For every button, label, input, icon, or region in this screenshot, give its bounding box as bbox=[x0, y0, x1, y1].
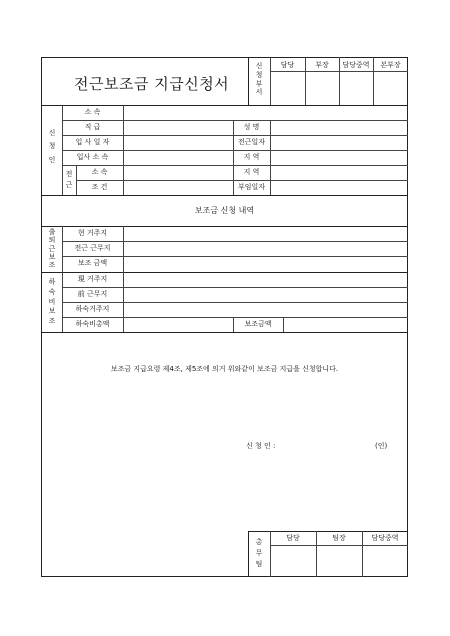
signature-label: 신 청 인 : bbox=[246, 442, 276, 450]
bottom-approval-header-3: 담당중역 bbox=[371, 534, 399, 542]
applicant-side-label: 신청인 bbox=[48, 129, 56, 164]
divider bbox=[62, 302, 408, 303]
divider bbox=[41, 272, 408, 273]
divider bbox=[283, 317, 284, 332]
divider bbox=[248, 531, 408, 532]
divider bbox=[41, 195, 408, 196]
divider bbox=[270, 71, 408, 72]
lodging-label-total: 하숙비총액 bbox=[75, 320, 110, 328]
applicant-label-name: 성 명 bbox=[243, 123, 260, 131]
approval-header-2: 부장 bbox=[315, 61, 329, 69]
bottom-approval-header-2: 팀장 bbox=[332, 534, 346, 542]
commute-label-workplace: 전근 근무지 bbox=[74, 244, 111, 252]
form-title: 전근보조금 지급신청서 bbox=[74, 75, 230, 93]
lodging-label-workplace: 前 근무지 bbox=[77, 290, 108, 298]
divider bbox=[76, 180, 408, 181]
transfer-label: 전근 bbox=[65, 170, 73, 190]
approval-header-3: 담당중역 bbox=[342, 61, 370, 69]
divider bbox=[41, 332, 408, 333]
divider bbox=[62, 287, 408, 288]
signature-seal: (인) bbox=[375, 442, 388, 450]
commute-label-residence: 현 거주지 bbox=[77, 229, 108, 237]
divider bbox=[248, 57, 249, 105]
divider bbox=[41, 105, 408, 106]
divider bbox=[62, 241, 408, 242]
statement-text: 보조금 지급요령 제4조, 제5조에 의거 위와같이 보조금 지급을 신청합니다. bbox=[110, 365, 339, 373]
applicant-label-region-1: 지 역 bbox=[243, 153, 260, 161]
divider bbox=[270, 545, 408, 546]
divider bbox=[41, 226, 408, 227]
applicant-label-affiliation: 소 속 bbox=[84, 108, 101, 116]
divider bbox=[62, 165, 408, 166]
applicant-label-rank: 직 급 bbox=[84, 123, 101, 131]
divider bbox=[248, 531, 249, 577]
applicant-label-arrival-date: 부임일자 bbox=[237, 183, 266, 191]
commute-side-label: 출퇴근보조 bbox=[48, 228, 56, 269]
applicant-label-conditions: 조 건 bbox=[91, 183, 108, 191]
applicant-label-region-2: 지 역 bbox=[243, 168, 260, 176]
approval-side-label: 신청부서 bbox=[255, 62, 263, 97]
commute-label-amount: 보조 금액 bbox=[77, 259, 108, 267]
divider bbox=[62, 317, 408, 318]
divider bbox=[62, 150, 408, 151]
divider bbox=[62, 135, 408, 136]
divider bbox=[62, 256, 408, 257]
bottom-approval-side-label: 총무팀 bbox=[255, 538, 263, 569]
divider bbox=[270, 120, 271, 195]
lodging-label-lodging-residence: 하숙거주지 bbox=[75, 305, 110, 313]
applicant-label-transfer-date: 전근일자 bbox=[237, 138, 266, 146]
approval-header-1: 담당 bbox=[280, 61, 295, 69]
applicant-label-join-date: 입 사 일 자 bbox=[75, 138, 110, 146]
approval-header-4: 본부장 bbox=[380, 61, 401, 69]
applicant-label-join-affiliation: 입사 소 속 bbox=[76, 153, 109, 161]
lodging-label-residence: 現 거주지 bbox=[77, 275, 108, 283]
applicant-label-transfer-affiliation: 소 속 bbox=[91, 168, 108, 176]
lodging-label-amount: 보조금액 bbox=[244, 320, 272, 328]
divider bbox=[123, 226, 124, 272]
section-title: 보조금 신청 내역 bbox=[194, 206, 255, 215]
bottom-approval-header-1: 담당 bbox=[286, 534, 300, 542]
lodging-side-label: 하숙비보조 bbox=[48, 278, 56, 326]
divider bbox=[62, 120, 408, 121]
